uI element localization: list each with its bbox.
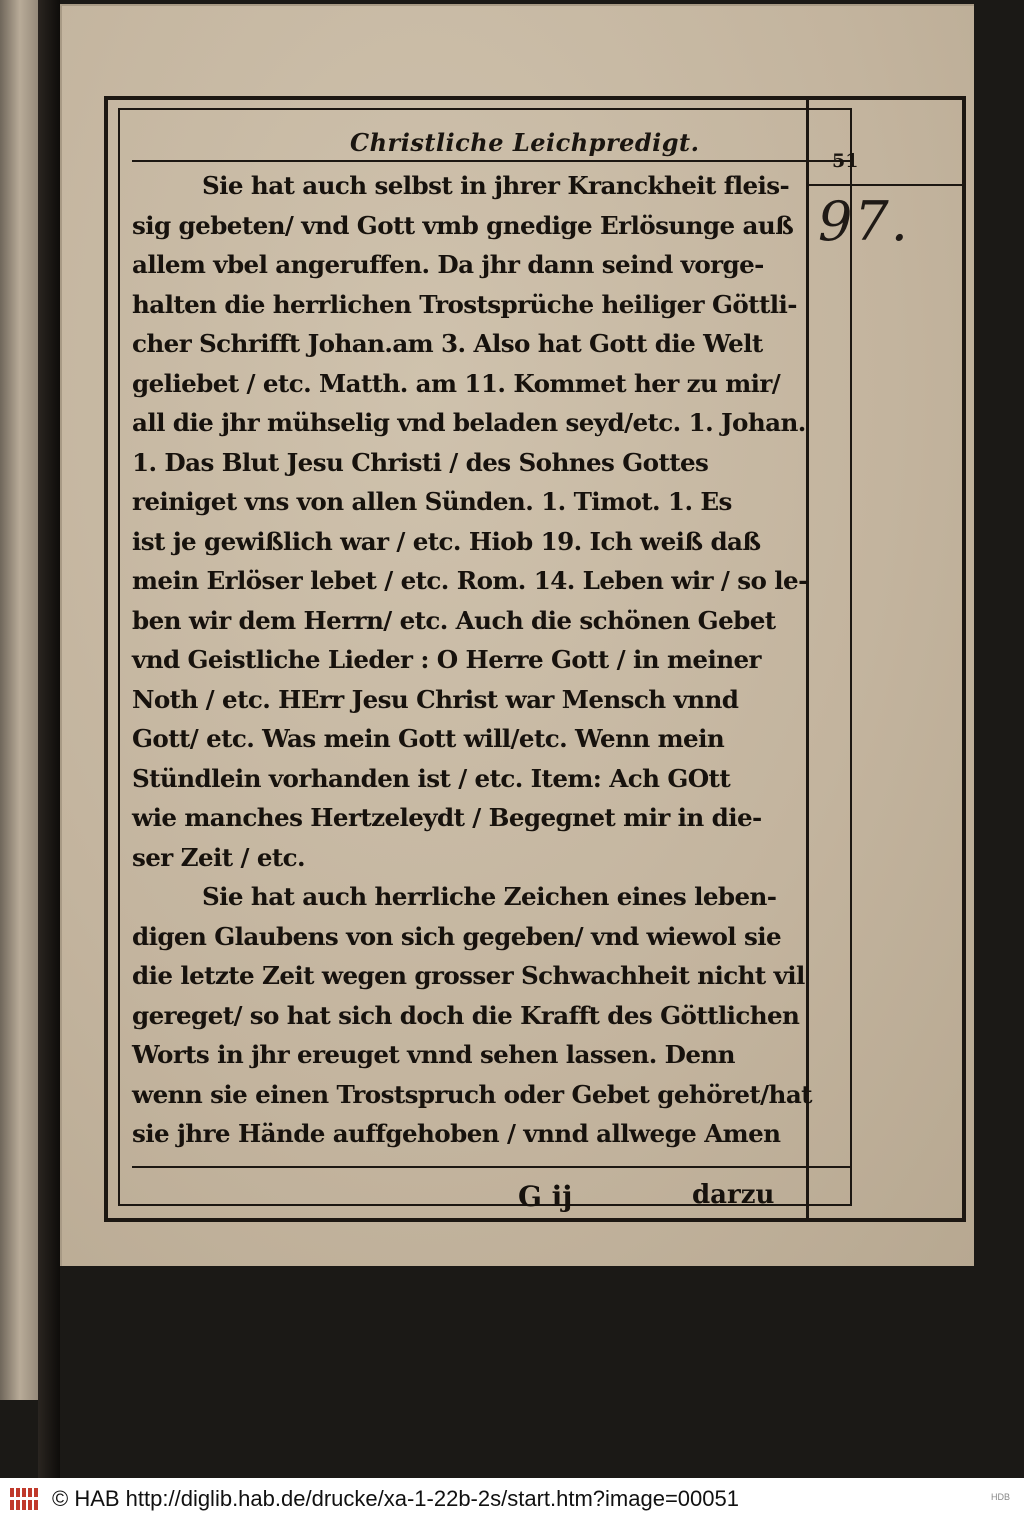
text-line: ist je gewißlich war / etc. Hiob 19. Ich weiß daß [132,526,761,556]
text-line: vnd Geistliche Lieder : O Herre Gott / in meiner [132,645,761,674]
signature-mark: G ij [518,1180,573,1213]
text-line: die letzte Zeit wegen grosser Schwachheit nicht vil [132,961,805,990]
text-line: halten die herrlichen Trostsprüche heiliger Göttli- [132,289,797,319]
text-line: Noth / etc. HErr Jesu Christ war Mensch vnnd [132,684,739,714]
body-text [132,166,848,1154]
running-head: Christliche Leichpredigt. [350,128,700,157]
catchword: darzu [692,1180,775,1210]
library-logo-icon [6,1484,46,1514]
copyright-url: © HAB http://diglib.hab.de/drucke/xa-1-22b-2s/start.htm?image=00051 [52,1485,739,1511]
gutter-shadow [38,0,60,1478]
text-line: reiniget vns von allen Sünden. 1. Timot. 1. Es [132,487,732,516]
text-line: digen Glaubens von sich gegeben/ vnd wiewol sie [132,921,782,951]
text-line: cher Schrifft Johan.am 3. Also hat Gott die Welt [132,329,763,358]
text-line: wenn sie einen Trostspruch oder Gebet gehöret/hat [132,1079,812,1109]
text-line: geliebet / etc. Matth. am 11. Kommet her zu mir/ [132,368,781,398]
text-line: ser Zeit / etc. [132,842,305,872]
text-line: allem vbel angeruffen. Da jhr dann seind vorge- [132,250,764,279]
text-line: wie manches Hertzeleydt / Begegnet mir in die- [132,803,762,832]
footer-bar [0,1478,1024,1519]
folio-number: 51 [832,150,859,172]
footer-mark: HDB [990,1492,1010,1502]
foot-rule [132,1166,850,1168]
handwritten-page-number: 97. [818,190,910,253]
text-line: ben wir dem Herrn/ etc. Auch die schönen Gebet [132,605,776,635]
text-line: 1. Das Blut Jesu Christi / des Sohnes Gottes [132,447,709,477]
text-line: gereget/ so hat sich doch die Krafft des Göttlichen [132,1000,800,1030]
text-line: all die jhr mühselig vnd beladen seyd/etc. 1. Johan. [132,408,806,437]
text-line: sig gebeten/ vnd Gott vmb gnedige Erlösunge auß [132,210,794,240]
text-line: Worts in jhr ereuget vnnd sehen lassen. Denn [132,1040,735,1069]
book-page [60,4,974,1266]
text-line: Sie hat auch selbst in jhrer Kranckheit fleis- [202,171,790,200]
text-line: mein Erlöser lebet / etc. Rom. 14. Leben wir / so le- [132,566,808,595]
head-rule [132,160,850,162]
text-line: Stündlein vorhanden ist / etc. Item: Ach GOtt [132,763,731,793]
text-line: Gott/ etc. Was mein Gott will/etc. Wenn mein [132,724,725,753]
text-line: Sie hat auch herrliche Zeichen eines leben- [202,882,777,911]
text-line: sie jhre Hände auffgehoben / vnnd allwege Amen [132,1119,781,1148]
